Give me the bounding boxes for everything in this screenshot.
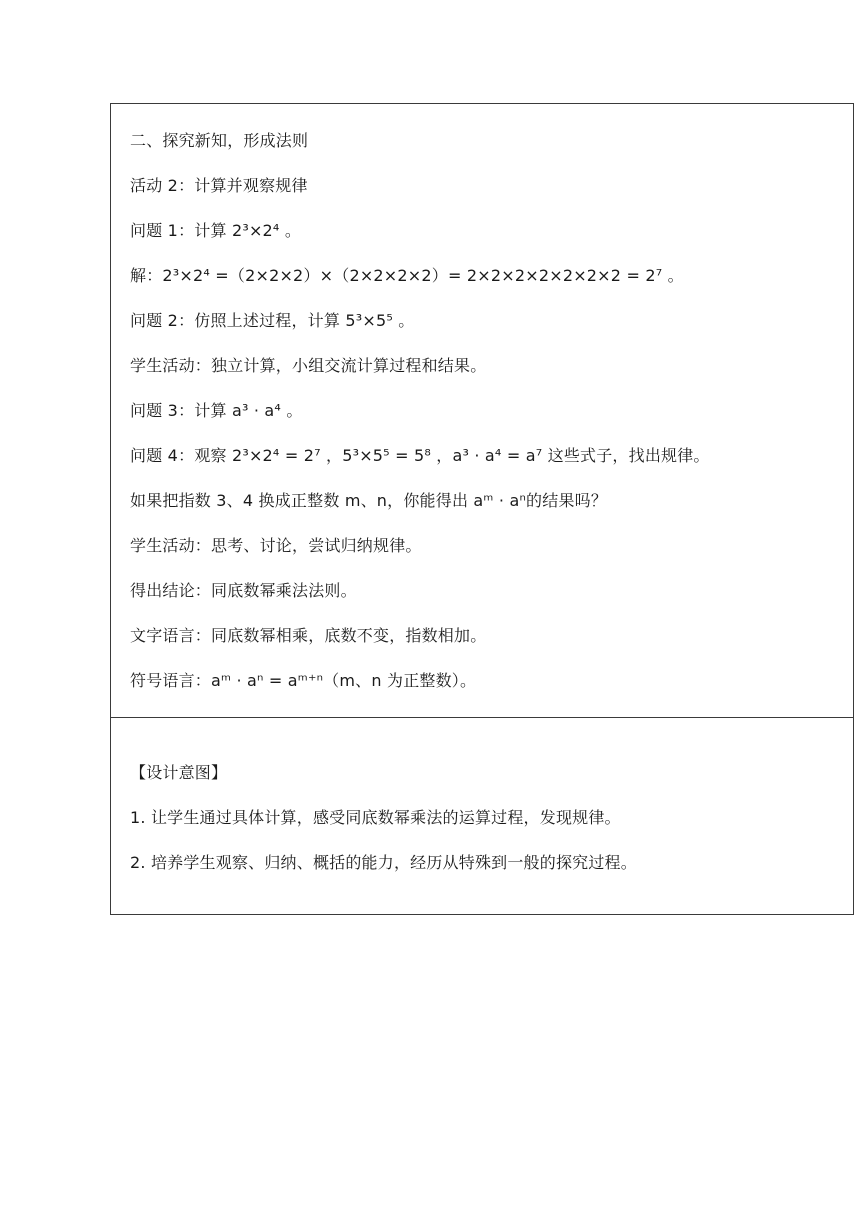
design-intent-item-1: 1. 让学生通过具体计算，感受同底数幂乘法的运算过程，发现规律。 bbox=[130, 808, 621, 827]
conclusion-line: 得出结论：同底数幂乘法法则。 bbox=[130, 581, 357, 600]
design-intent-item-2: 2. 培养学生观察、归纳、概括的能力，经历从特殊到一般的探究过程。 bbox=[130, 853, 637, 872]
question-3: 问题 3：计算 a³ · a⁴ 。 bbox=[130, 401, 303, 420]
activity-cell bbox=[111, 104, 853, 718]
activity-title: 活动 2：计算并观察规律 bbox=[130, 176, 308, 195]
symbolic-rule: 符号语言：aᵐ · aⁿ = aᵐ⁺ⁿ（m、n 为正整数）。 bbox=[130, 671, 477, 690]
design-intent-cell bbox=[111, 718, 853, 914]
student-activity-1: 学生活动：独立计算，小组交流计算过程和结果。 bbox=[130, 356, 487, 375]
section-heading: 二、探究新知，形成法则 bbox=[130, 131, 309, 150]
design-intent-heading: 【设计意图】 bbox=[130, 763, 228, 782]
generalization-question: 如果把指数 3、4 换成正整数 m、n，你能得出 aᵐ · aⁿ的结果吗？ bbox=[130, 491, 608, 510]
verbal-rule: 文字语言：同底数幂相乘，底数不变，指数相加。 bbox=[130, 626, 487, 645]
question-4: 问题 4：观察 2³×2⁴ = 2⁷ ，5³×5⁵ = 5⁸ ，a³ · a⁴ = a⁷ 这些式子，找出规律。 bbox=[130, 446, 710, 465]
student-activity-2: 学生活动：思考、讨论，尝试归纳规律。 bbox=[130, 536, 422, 555]
question-1: 问题 1：计算 2³×2⁴ 。 bbox=[130, 221, 302, 240]
solution-line: 解：2³×2⁴ =（2×2×2）×（2×2×2×2）= 2×2×2×2×2×2×2 = 2⁷ 。 bbox=[130, 266, 684, 285]
question-2: 问题 2：仿照上述过程，计算 5³×5⁵ 。 bbox=[130, 311, 415, 330]
lesson-table bbox=[110, 103, 854, 915]
